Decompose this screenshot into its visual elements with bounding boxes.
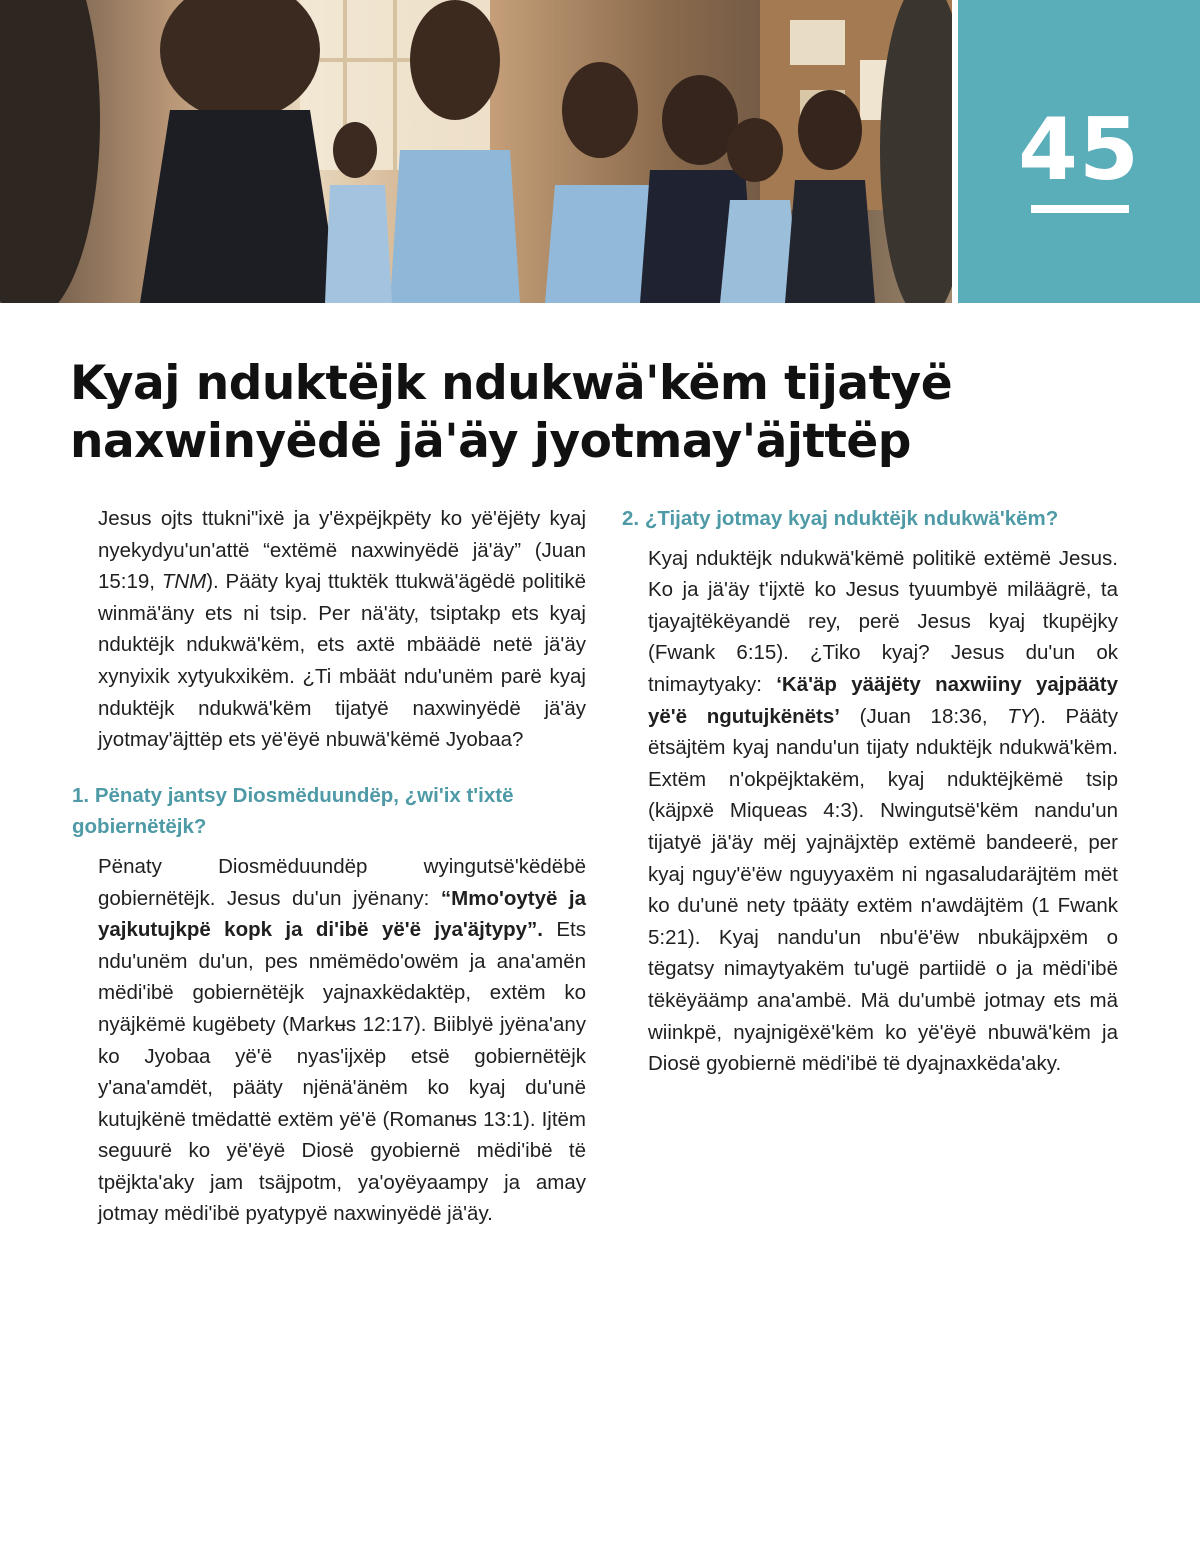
- section-1-paragraph: [98, 851, 586, 1230]
- section-2-number: 2.: [622, 507, 640, 530]
- students-standing-in-classroom-photo: [0, 0, 952, 303]
- section-1-bold-quote: “Mmo'oytyë ja yajkutujkpë kopk ja di'ibë yë'ë jya'äjtypy”.: [98, 886, 587, 942]
- intro-italic-ref: TNM: [161, 570, 207, 594]
- intro-text-1: Jesus ojts ttukni"ixë ja y'ëxpëjkpëty ko yë'ëjëty kyaj nyekydyu'un'attë “extëmë naxwinyëdë jä'äy” (Juan 15:19,: [98, 507, 586, 594]
- right-column: [622, 503, 1118, 1080]
- section-2-bold-quote: ‘Kä'äp yääjëty naxwiiny yajpääty yë'ë ngutujkënëts’: [648, 672, 1118, 728]
- left-column: [72, 503, 587, 1230]
- hero-photo: [0, 0, 952, 303]
- section-2-question: [622, 503, 1118, 535]
- lesson-number: 45: [1018, 100, 1140, 200]
- page-title: Kyaj nduktëjk ndukwä'këm tijatyë naxwinyëdë jä'äy jyotmay'äjttëp: [70, 356, 953, 469]
- section-1-text-2: Ets ndu'unëm du'un, pes nmëmëdo'owëm ja ana'amën mëdi'ibë gobiernëtëjk yajnaxkëdaktëp, extëm ko nyäjkëmë kugëbety (Markʉs 12:17). Biiblyë jyëna'any ko Jyobaa yë'ë nyas'ijxëp etsë gobiernëtëjk y'ana'amdët, pääty njënä'änëm ko kyaj du'unë kutujkënë tmëdattë extëm yë'ë (Romanʉs 13:1). Ijtëm seguurë ko yë'ëyë Diosë gyobiernë mëdi'ibë të tpëjkta'aky jam tsäjpotm, ya'oyëyaampy ja amay jotmay mëdi'ibë pyatypyë naxwinyëdë jä'äy.: [98, 918, 586, 1226]
- section-2-text-3: ). Pääty ëtsäjtëm kyaj nandu'un tijaty nduktëjk ndukwä'këm. Extëm n'okpëjktakëm, kyaj nduktëjkëmë tsip (käjpxë Miqueas 4:3). Nwingutsë'këm nandu'un tijatyë jä'äy mëj yajnäjxtëp extëmë bandeerë, per kyaj nguy'ë'ëw nguyyaxëm ni ngasaludaräjtëm mët ko du'unë nety tpääty extëm n'awdäjtëm (1 Fwank 5:21). Kyaj nandu'un nbu'ë'ëw nbukäjpxëm o tëgatsy nimaytyakëm tu'ugë partiidë o ja mëdi'ibë tëkëyäämp ana'ambë. Mä du'umbë jotmay ets mä wiinkpë, nyajnigëxë'këm ko yë'ëyë nbuwä'këm ja Diosë gyobiernë mëdi'ibë të dyajnaxkëda'aky.: [648, 704, 1118, 1076]
- section-2-paragraph: [648, 543, 1118, 1080]
- section-2-italic-ref: TY: [1007, 704, 1034, 728]
- section-2-text-2: (Juan 18:36,: [839, 704, 1008, 728]
- intro-text-2: ). Pääty kyaj ttuktëk ttukwä'ägëdë politikë winmä'äny ets ni tsip. Per nä'äty, tsiptakp ets kyaj nduktëjk ndukwä'këm, ets axtë mbäädë netë jä'äy xynyixik xytyukxikëm. ¿Ti mbäät ndu'unëm parë kyaj nduktëjk ndukwä'këm tijatyë naxwinyëdë jä'äy jyotmay'äjttëp ets yë'ëyë nbuwä'këmë Jyobaa?: [98, 570, 586, 752]
- section-1-text-1: Pënaty Diosmëduundëp wyingutsë'këdëbë gobiernëtëjk. Jesus du'un jyënany:: [98, 854, 586, 910]
- lesson-number-badge: [958, 0, 1200, 303]
- section-1-number: 1.: [72, 783, 90, 807]
- section-1-question: [72, 780, 586, 843]
- section-2-text-1: Kyaj nduktëjk ndukwä'këmë politikë extëmë Jesus. Ko ja jä'äy t'ijxtë ko Jesus tyuumbyë miläägrë, ta tjayajtëkëyandë rey, perë Jesus kyaj tkupëjky (Fwank 6:15). ¿Tiko kyaj? Jesus du'un ok tnimaytyaky:: [648, 546, 1118, 696]
- section-2-question-text: ¿Tijaty jotmay kyaj nduktëjk ndukwä'këm?: [644, 507, 1059, 530]
- lesson-number-underline: [1031, 205, 1129, 213]
- section-1-question-text: Pënaty jantsy Diosmëduundëp, ¿wi'ix t'ixtë gobiernëtëjk?: [72, 783, 514, 839]
- intro-paragraph: [98, 503, 586, 756]
